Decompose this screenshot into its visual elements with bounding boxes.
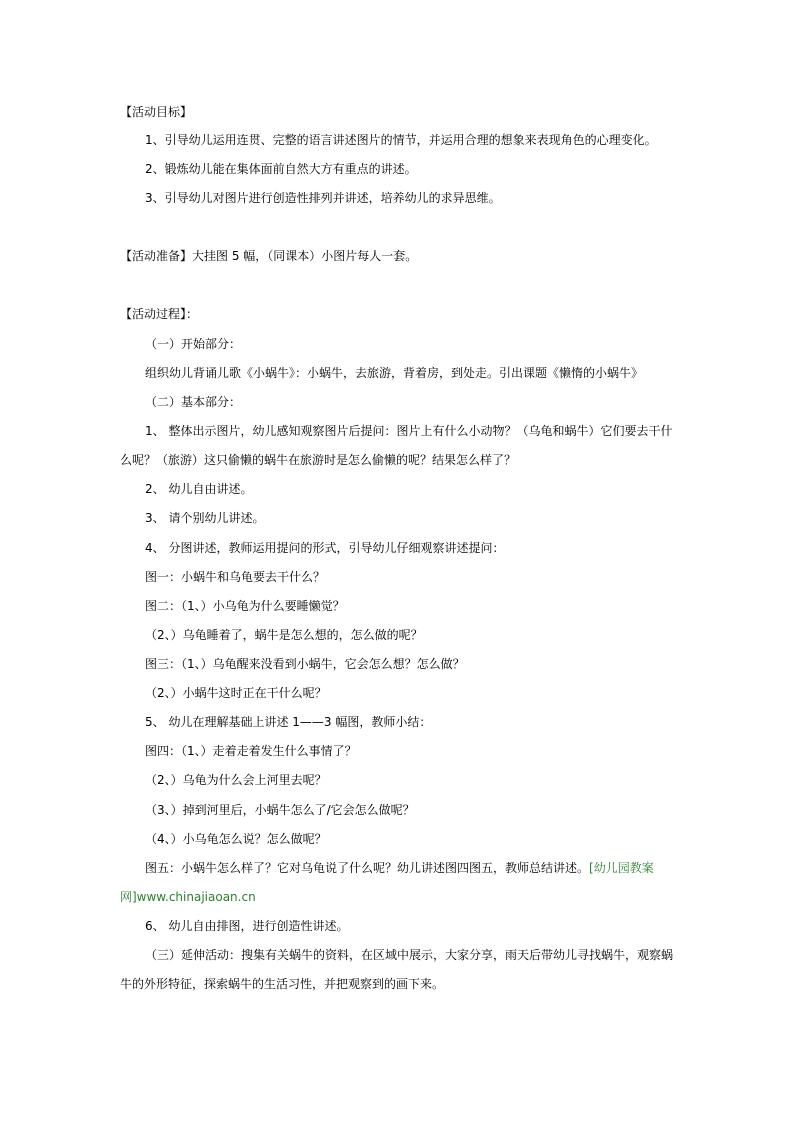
step4: 4、 分图讲述，教师运用提问的形式，引导幼儿仔细观察讲述提问： (145, 541, 505, 555)
step1-line2: 么呢？（旅游）这只偷懒的蜗牛在旅游时是怎么偷懒的呢？结果怎么样了？ (120, 453, 517, 467)
goal-item-2: 2、锻炼幼儿能在集体面前自然大方有重点的讲述。 (145, 162, 417, 176)
part2-title: （二）基本部分： (145, 395, 242, 409)
pic1-question: 图一：小蜗牛和乌龟要去干什么？ (145, 570, 326, 584)
pic3-question-2: （2、）小蜗牛这时正在干什么呢？ (145, 686, 327, 700)
pic4-question-2: （2、）乌龟为什么会上河里去呢？ (145, 773, 327, 787)
pic2-question-2: （2、）乌龟睡着了，蜗牛是怎么想的，怎么做的呢？ (145, 628, 423, 642)
process-heading: 【活动过程】： (120, 307, 199, 321)
pic5-text: 图五：小蜗牛怎么样了？它对乌龟说了什么呢？幼儿讲述图四图五，教师总结讲述。 (145, 861, 590, 875)
part3-line1: （三）延伸活动：搜集有关蜗牛的资料，在区域中展示，大家分享，雨天后带幼儿寻找蜗牛，观察蜗 (145, 948, 674, 962)
pic4-question-4: （4、）小乌龟怎么说？怎么做呢？ (145, 832, 327, 846)
step1-line1: 1、 整体出示图片，幼儿感知观察图片后提问：图片上有什么小动物？（乌龟和蜗牛）它们要去干什 (145, 424, 673, 438)
goals-heading: 【活动目标】 (120, 105, 193, 119)
part3-line2: 牛的外形特征，探索蜗牛的生活习性，并把观察到的画下来。 (120, 977, 445, 991)
pic3-question-1: 图三：（1、）乌龟醒来没看到小蜗牛，它会怎么想？怎么做？ (145, 657, 465, 671)
pic4-question-1: 图四：（1、）走着走着发生什么事情了？ (145, 744, 357, 758)
goal-item-1: 1、引导幼儿运用连贯、完整的语言讲述图片的情节，并运用合理的想象来表现角色的心理变化。 (145, 133, 657, 147)
site-link-part2[interactable]: 网]www.chinajiaoan.cn (120, 890, 256, 904)
pic4-question-3: （3、）掉到河里后，小蜗牛怎么了/它会怎么做呢？ (145, 803, 415, 817)
part1-title: （一）开始部分： (145, 337, 242, 351)
prep-paragraph (120, 248, 417, 264)
site-link-part1[interactable]: [幼儿园教案 (589, 861, 654, 875)
part1-text: 组织幼儿背诵儿歌《小蜗牛》：小蜗牛，去旅游，背着房，到处走。引出课题《懒惰的小蜗牛》 (145, 366, 644, 380)
step6: 6、 幼儿自由排图，进行创造性讲述。 (145, 919, 349, 933)
step2: 2、 幼儿自由讲述。 (145, 482, 253, 496)
prep-heading: 【活动准备】 (120, 249, 193, 263)
goal-item-3: 3、引导幼儿对图片进行创造性排列并讲述，培养幼儿的求异思维。 (145, 191, 501, 205)
step5: 5、 幼儿在理解基础上讲述 1——3 幅图，教师小结： (145, 715, 432, 729)
pic5-line1 (145, 860, 654, 876)
pic2-question-1: 图二：（1、）小乌龟为什么要睡懒觉？ (145, 599, 345, 613)
step3: 3、 请个别幼儿讲述。 (145, 511, 265, 525)
prep-text: 大挂图 5 幅，（同课本）小图片每人一套。 (192, 249, 418, 263)
